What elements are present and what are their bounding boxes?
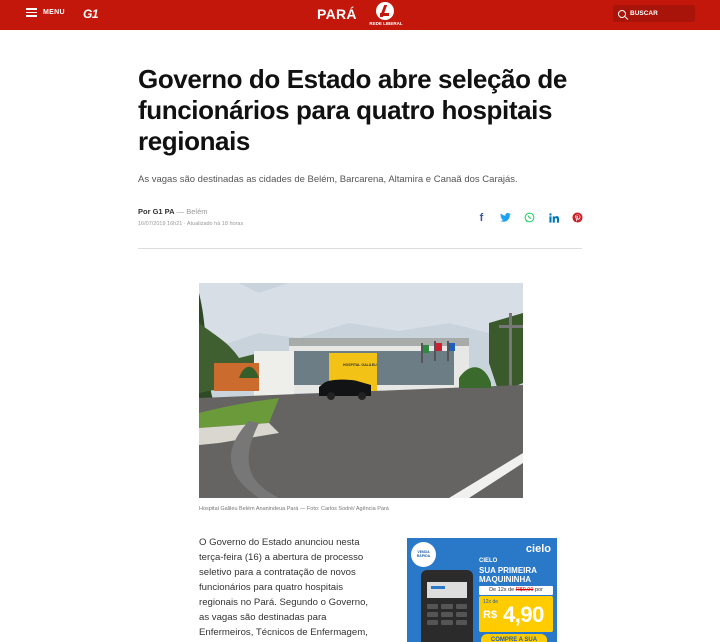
ad-headline: SUA PRIMEIRA MAQUININHA — [479, 566, 537, 584]
article-subtitle: As vagas são destinadas as cidades de Belém, Barcarena, Altamira e Canaã dos Carajás. — [138, 174, 518, 185]
article-title: Governo do Estado abre seleção de funcionários para quatro hospitais regionais — [138, 64, 567, 156]
ad-brand: CIELO — [479, 558, 498, 564]
facebook-icon[interactable]: f — [479, 211, 484, 224]
ad-price-box — [479, 596, 553, 632]
search-icon — [618, 10, 626, 18]
ad-box-prefix: 12x de — [483, 599, 499, 605]
ad-cta-button[interactable]: COMPRE A SUA — [481, 634, 547, 642]
dateline: 16/07/2019 16h21 · Atualizado há 18 horas — [138, 221, 244, 227]
photo-sign-text: HOSPITAL GALILEU — [343, 363, 377, 367]
top-header-bar — [0, 0, 720, 30]
twitter-icon[interactable] — [499, 211, 512, 224]
menu-label: MENU — [43, 9, 65, 16]
ad-badge: VENDA RÁPIDA — [411, 542, 436, 567]
article-photo[interactable] — [199, 283, 523, 498]
ad-old-price: R$9,90 — [515, 587, 534, 593]
ad-line-prefix: De 12x de — [489, 587, 515, 593]
location: — Belém — [176, 207, 208, 216]
photo-caption: Hospital Galileu Belém Ananindeua Pará — Foto: Carlos Sodré/ Agência Pará — [199, 506, 389, 512]
linkedin-icon[interactable] — [547, 211, 560, 224]
cielo-ad-banner[interactable] — [407, 538, 557, 642]
ad-currency: R$ — [483, 609, 498, 621]
hamburger-icon — [26, 8, 37, 17]
ad-line-suffix: por — [534, 587, 543, 593]
region-title[interactable]: PARÁ — [317, 6, 357, 22]
share-bar — [475, 211, 584, 224]
ad-price-line — [479, 586, 553, 595]
search-button[interactable] — [613, 5, 695, 22]
author[interactable]: Por G1 PA — [138, 207, 175, 216]
hospital-photo-illustration — [199, 283, 523, 498]
rede-liberal-logo[interactable] — [365, 2, 407, 28]
byline — [138, 207, 207, 216]
whatsapp-icon[interactable] — [523, 211, 536, 224]
cielo-logo: cielo — [525, 543, 551, 555]
header-divider — [138, 248, 582, 249]
g1-logo[interactable]: G1 — [83, 7, 99, 21]
article-body-paragraph: O Governo do Estado anunciou nesta terça-feira (16) a abertura de processo seletivo para a contratação de novos funcionários para quatro hospitais regionais no Pará. Segundo o Governo, as vagas são destinadas para Enfermeiros, Técnicos de Enfermagem, — [199, 537, 369, 638]
pinterest-icon[interactable] — [571, 211, 584, 224]
card-machine-icon — [421, 570, 473, 642]
ad-price: 4,90 — [503, 602, 544, 627]
rede-liberal-text: REDE LIBERAL — [369, 21, 403, 26]
menu-button[interactable] — [26, 8, 65, 17]
search-label: BUSCAR — [630, 10, 658, 17]
